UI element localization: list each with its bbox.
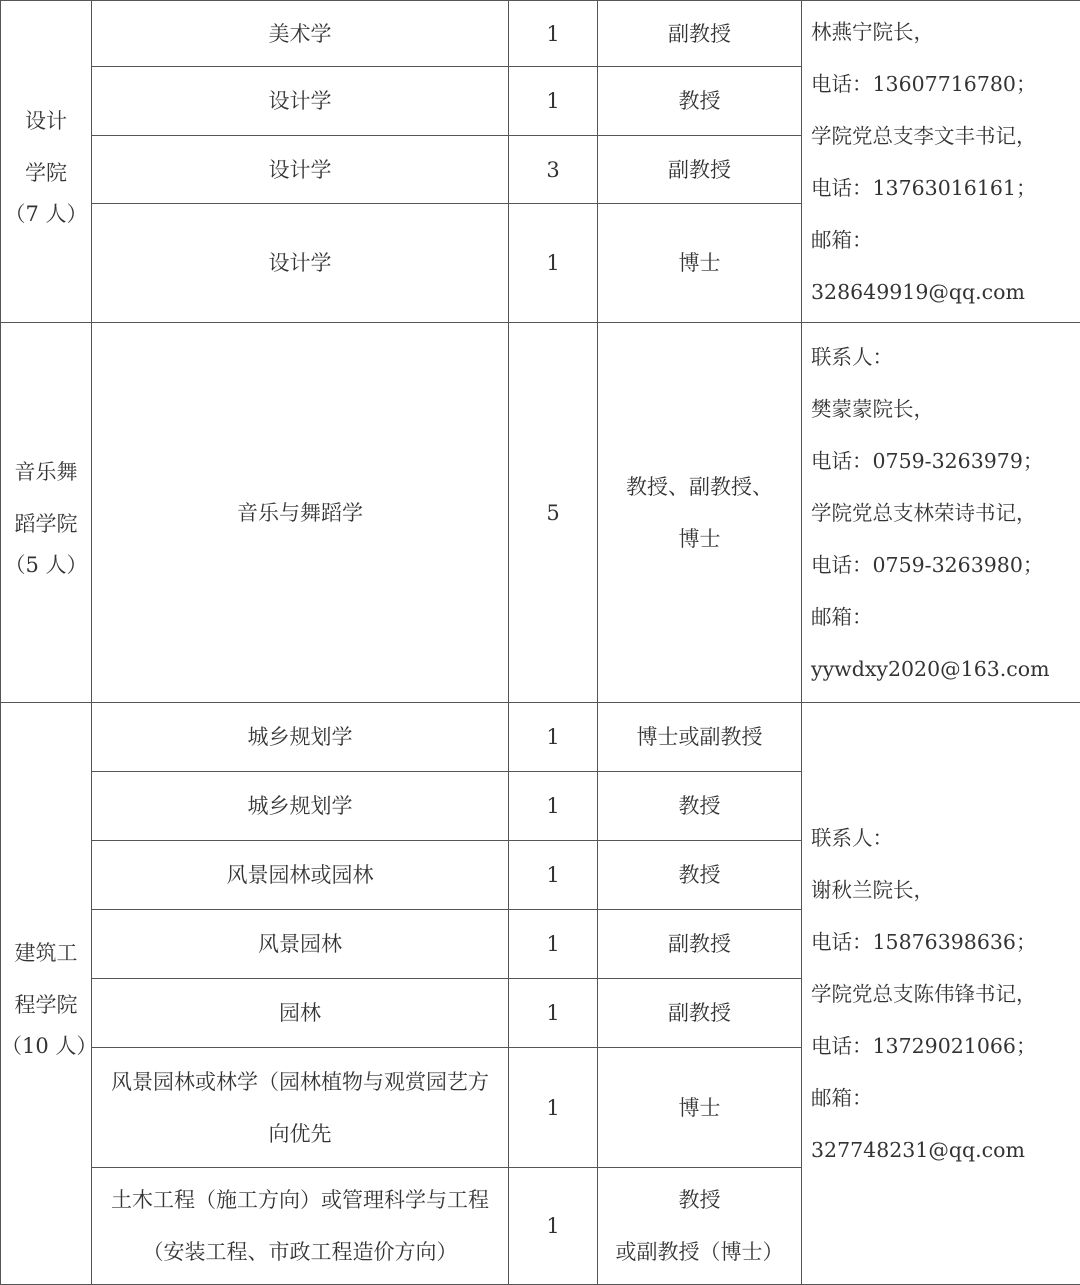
count-cell: 1 — [509, 979, 598, 1048]
title-cell: 副教授 — [598, 910, 802, 979]
count-cell: 5 — [509, 323, 598, 703]
count-cell: 1 — [509, 204, 598, 323]
major-cell: 风景园林或林学（园林植物与观赏园艺方 向优先 — [92, 1048, 509, 1168]
major-cell: 土木工程（施工方向）或管理科学与工程 （安装工程、市政工程造价方向） — [92, 1168, 509, 1285]
major-cell: 城乡规划学 — [92, 772, 509, 841]
count-cell: 1 — [509, 1, 598, 67]
title-cell: 博士 — [598, 204, 802, 323]
count-cell: 1 — [509, 703, 598, 772]
count-cell: 1 — [509, 67, 598, 136]
title-cell: 教授、副教授、 博士 — [598, 323, 802, 703]
count-cell: 1 — [509, 1048, 598, 1168]
title-cell: 副教授 — [598, 136, 802, 204]
major-cell: 风景园林 — [92, 910, 509, 979]
college-cell-design: 设计 学院 （7 人） — [1, 1, 92, 323]
major-cell: 城乡规划学 — [92, 703, 509, 772]
title-cell: 副教授 — [598, 979, 802, 1048]
major-cell: 设计学 — [92, 204, 509, 323]
college-cell-arch: 建筑工 程学院 （10 人） — [1, 703, 92, 1285]
count-cell: 1 — [509, 910, 598, 979]
contact-cell-arch: 联系人： 谢秋兰院长， 电话：15876398636； 学院党总支陈伟锋书记， 电话：13729021066； 邮箱： 327748231@qq.com — [802, 703, 1080, 1285]
major-cell: 园林 — [92, 979, 509, 1048]
contact-cell-design: 林燕宁院长， 电话：13607716780； 学院党总支李文丰书记， 电话：13763016161； 邮箱： 328649919@qq.com — [802, 1, 1080, 323]
title-cell: 博士或副教授 — [598, 703, 802, 772]
count-cell: 3 — [509, 136, 598, 204]
title-cell: 教授 或副教授（博士） — [598, 1168, 802, 1285]
table-row — [1, 703, 1080, 772]
table-row — [1, 1, 1080, 67]
college-cell-music: 音乐舞 蹈学院 （5 人） — [1, 323, 92, 703]
count-cell: 1 — [509, 841, 598, 910]
title-cell: 教授 — [598, 67, 802, 136]
title-cell: 博士 — [598, 1048, 802, 1168]
title-cell: 副教授 — [598, 1, 802, 67]
count-cell: 1 — [509, 1168, 598, 1285]
table-row — [1, 323, 1080, 703]
major-cell: 音乐与舞蹈学 — [92, 323, 509, 703]
major-cell: 设计学 — [92, 67, 509, 136]
count-cell: 1 — [509, 772, 598, 841]
major-cell: 设计学 — [92, 136, 509, 204]
contact-cell-music: 联系人： 樊蒙蒙院长， 电话：0759-3263979； 学院党总支林荣诗书记， 电话：0759-3263980； 邮箱： yywdxy2020@163.com — [802, 323, 1080, 703]
major-cell: 风景园林或园林 — [92, 841, 509, 910]
major-cell: 美术学 — [92, 1, 509, 67]
title-cell: 教授 — [598, 772, 802, 841]
title-cell: 教授 — [598, 841, 802, 910]
